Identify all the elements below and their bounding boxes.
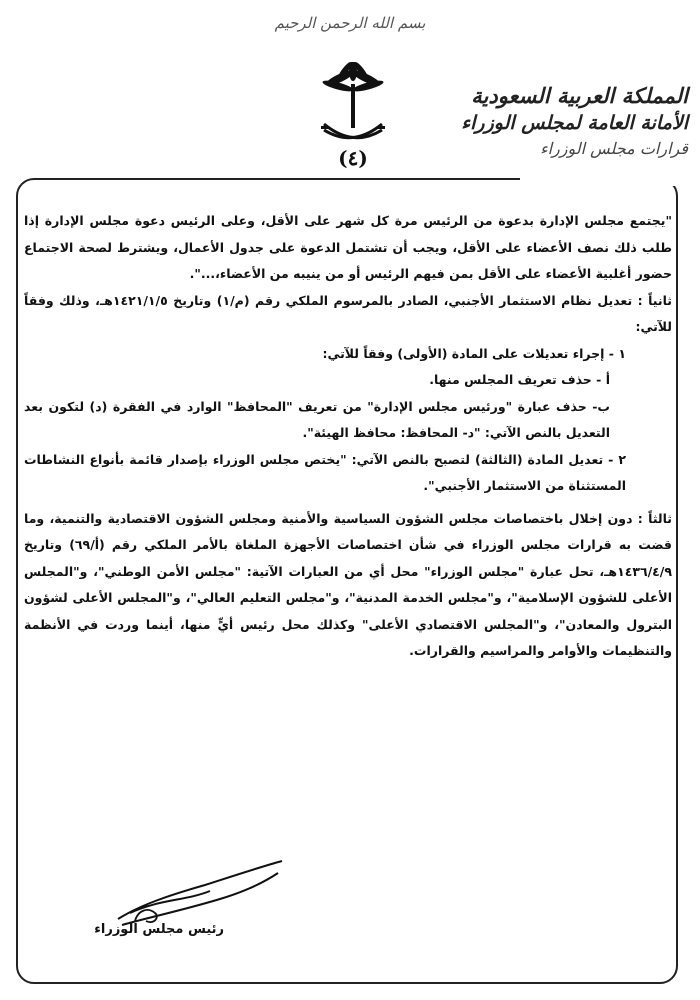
item-2: ٢ - تعديل المادة (الثالثة) لتصبح بالنص الآتي: "يختص مجلس الوزراء بإصدار قائمة بأنواع النشاطات المستثناة من الاستثمار الأجنبي". <box>24 451 626 493</box>
item-1: ١ - إجراء تعديلات على المادة (الأولى) وفقاً للآتي: <box>322 345 626 361</box>
page-number: (٤) <box>338 146 368 170</box>
letterhead-decisions: قرارات مجلس الوزراء <box>540 139 688 158</box>
quote-paragraph: "يجتمع مجلس الإدارة بدعوة من الرئيس مرة كل شهر على الأقل، وعلى الرئيس دعوة مجلس الإدارة إذا طلب ذلك نصف الأعضاء على الأقل، ويجب أن تشتمل الدعوة على جدول الأعمال، ويشترط لصحة الاجتماع حضور أغلبية الأعضاء على الأقل بمن فيهم الرئيس أو من ينيبه من الأعضاء،...". <box>24 213 672 281</box>
item-1a: أ - حذف تعريف المجلس منها. <box>429 372 610 387</box>
handwritten-signature-icon <box>110 855 290 930</box>
item-1b: ب- حذف عبارة "ورئيس مجلس الإدارة" من تعريف "المحافظ" الوارد في الفقرة (د) لتكون بعد التعديل بالنص الآتي: "د- المحافظ: محافظ الهيئة". <box>24 398 610 440</box>
palm-and-swords-emblem-icon <box>318 62 388 150</box>
letterhead-country: المملكة العربية السعودية <box>471 83 688 108</box>
document-body <box>24 208 672 665</box>
frame-gap <box>520 170 678 186</box>
second-clause: ثانياً : تعديل نظام الاستثمار الأجنبي، الصادر بالمرسوم الملكي رقم (م/١) وتاريخ ١٤٢١/١/٥هـ، وذلك وفقاً للآتي: <box>24 292 672 334</box>
signature-label: رئيس مجلس الوزراء <box>94 922 224 937</box>
basmala: بسم الله الرحمن الرحيم <box>274 14 426 32</box>
letterhead-secretariat: الأمانة العامة لمجلس الوزراء <box>461 112 688 134</box>
letterhead <box>458 82 688 162</box>
third-clause: ثالثاً : دون إخلال باختصاصات مجلس الشؤون السياسية والأمنية ومجلس الشؤون الاقتصادية والتنمية، وما قضت به قرارات مجلس الوزراء في شأن اختصاصات الأجهزة الملغاة بالأمر الملكي رقم (أ/٦٩) وتاريخ ١٤٣٦/٤/٩هـ، تحل عبارة "مجلس الوزراء" محل أي من العبارات الآتية: "مجلس الأمن الوطني"، و"المجلس الأعلى للشؤون الإسلامية"، و"مجلس الخدمة المدنية"، و"مجلس التعليم العالي"، و"المجلس الأعلى لشؤون البترول والمعادن"، و"المجلس الاقتصادي الأعلى" وكذلك محل رئيس أيٍّ منها، أينما وردت في الأنظمة والتنظيمات والأوامر والمراسيم والقرارات. <box>24 510 672 658</box>
